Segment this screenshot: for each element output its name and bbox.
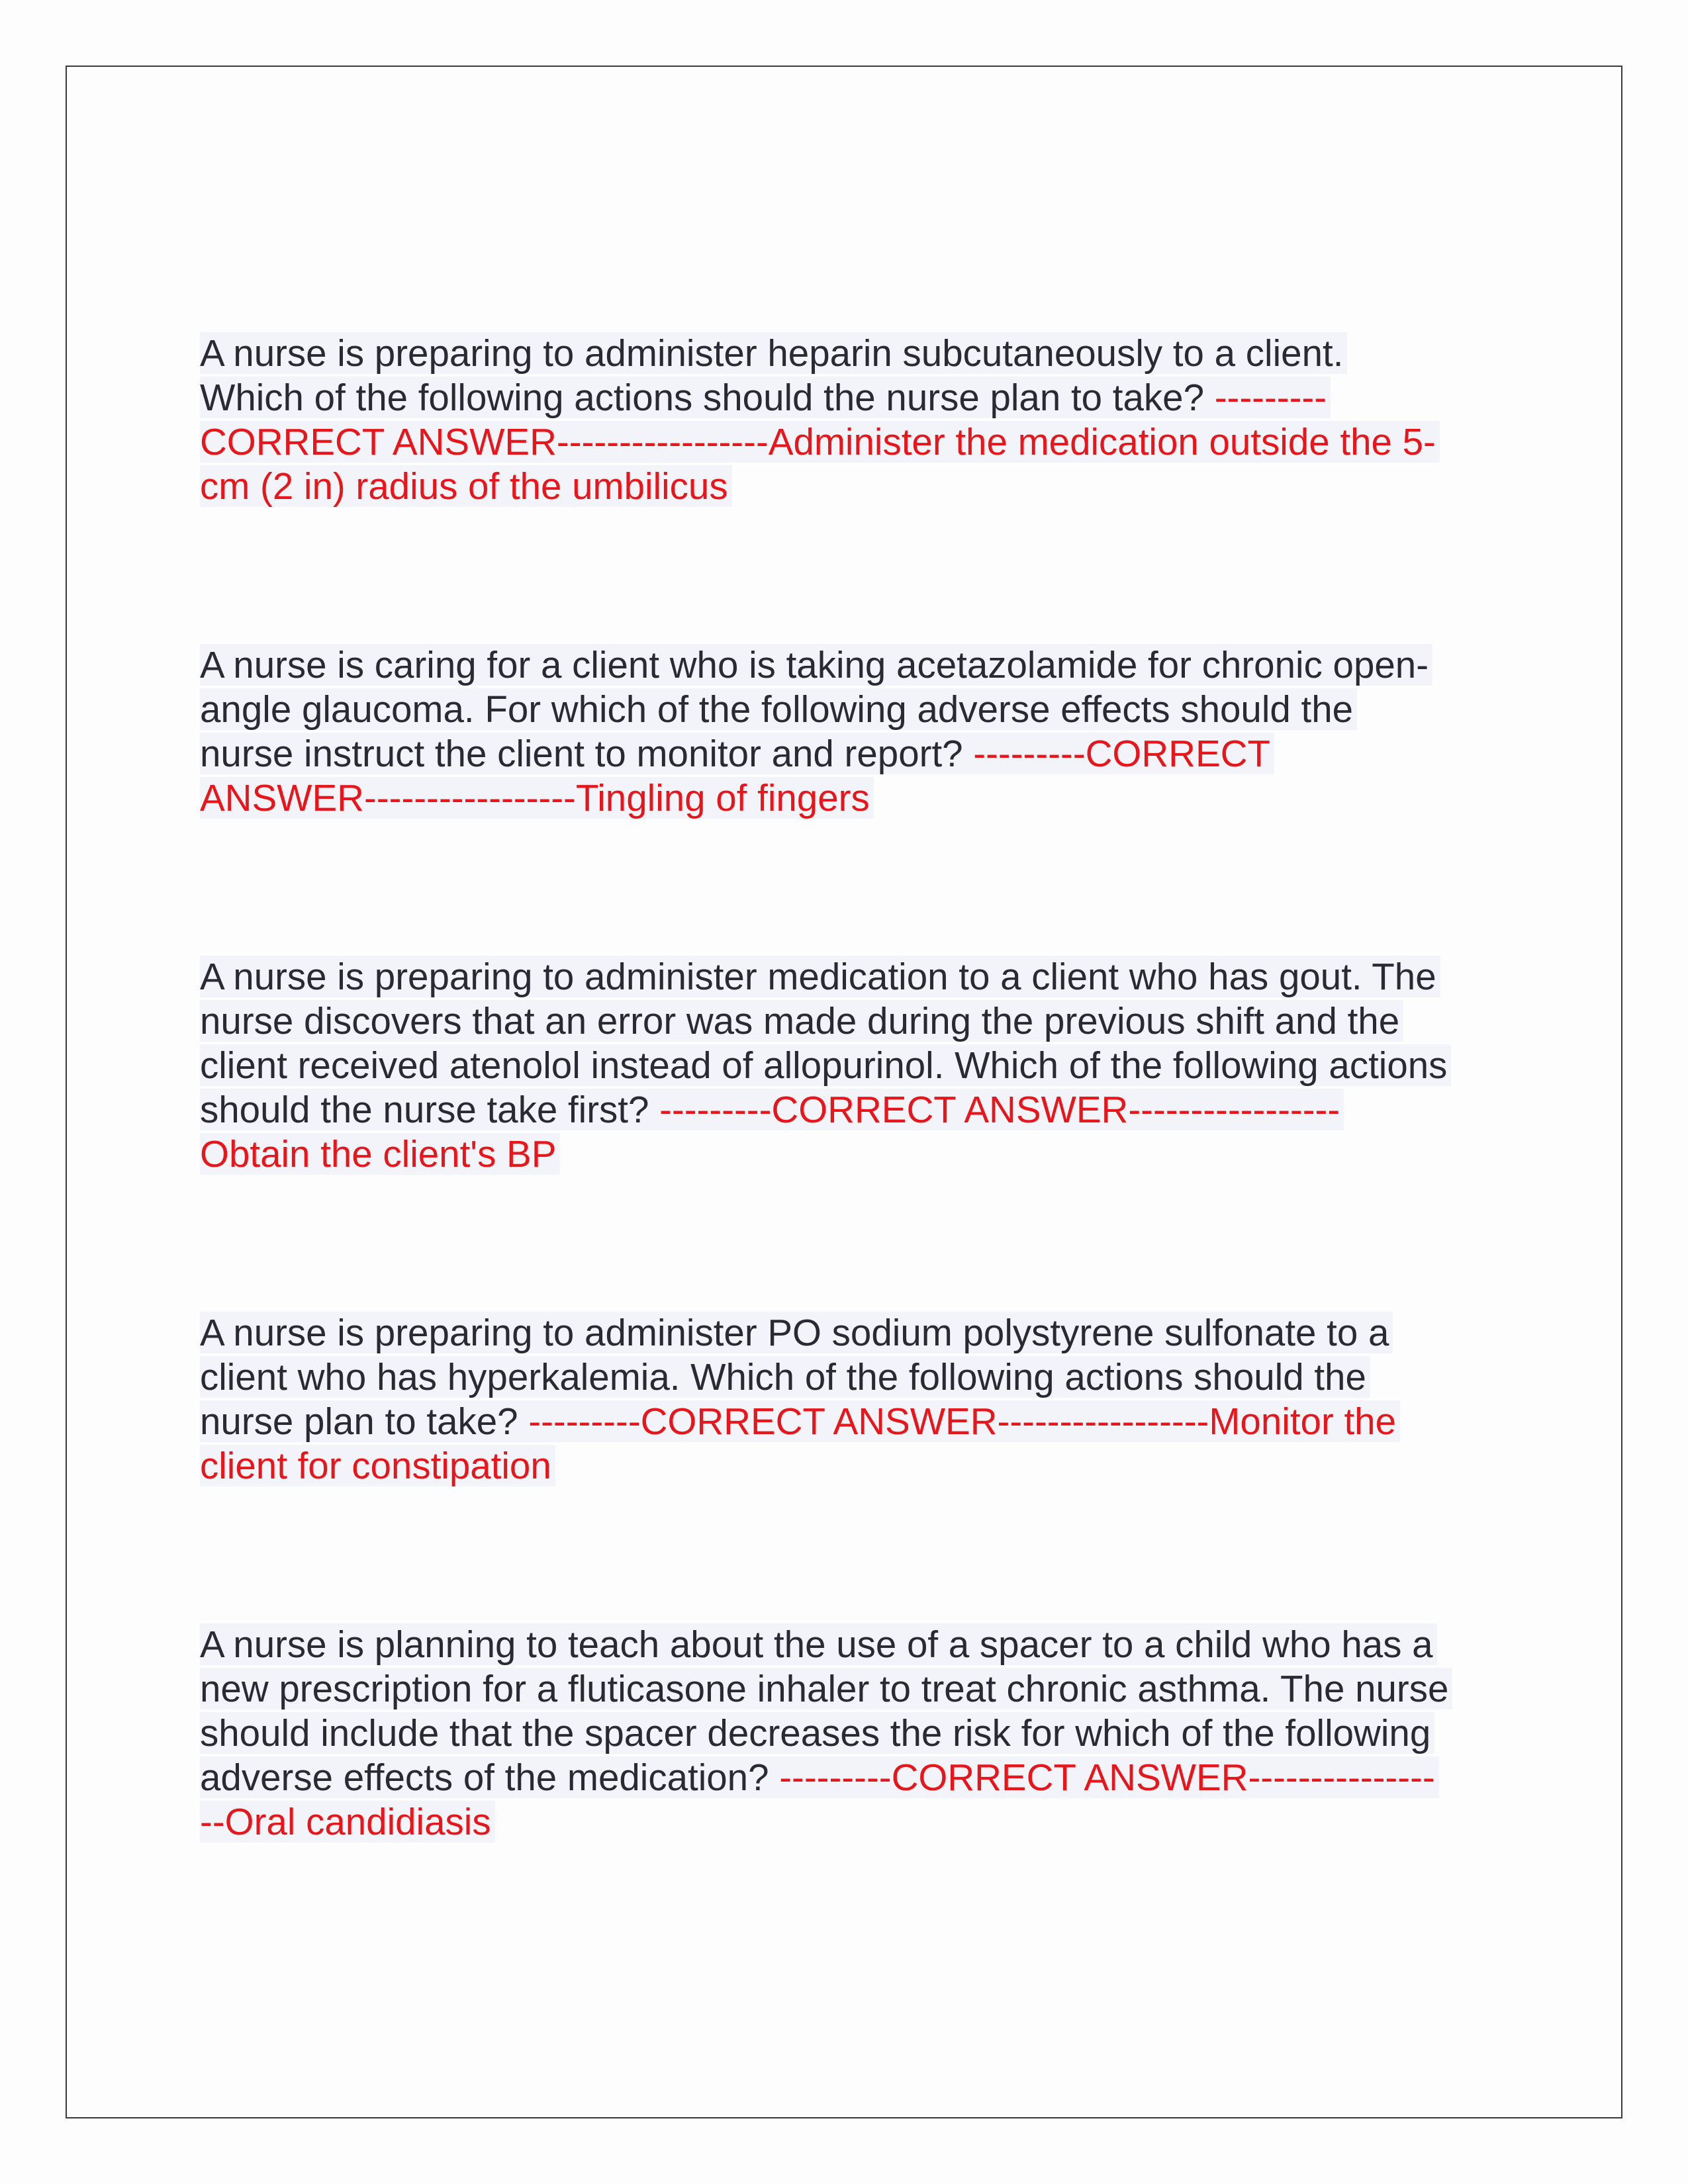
qa-block-4 [200,1310,1497,1488]
highlighted-line [200,465,732,507]
qa-line [200,1799,1497,1844]
highlighted-line [200,1133,560,1175]
answer-text: cm (2 in) radius of the umbilicus [200,465,728,507]
highlighted-line [200,777,874,819]
qa-block-1 [200,331,1497,508]
qa-line [200,1443,1497,1488]
qa-block-5 [200,1622,1497,1844]
qa-line [200,1310,1497,1355]
highlighted-line [200,1445,555,1486]
qa-line [200,776,1497,820]
highlighted-line [200,644,1432,686]
highlighted-line [200,1756,1439,1798]
answer-text: --Oral candidiasis [200,1801,491,1843]
qa-block-2 [200,643,1497,820]
answer-text: ---------CORRECT ANSWER--------------- [779,1756,1435,1798]
highlighted-line [200,377,1331,418]
answer-text: ANSWER-----------------Tingling of fingers [200,777,870,819]
question-text: nurse instruct the client to monitor and report? [200,733,974,774]
qa-line [200,1755,1497,1799]
question-text: A nurse is preparing to administer medication to a client who has gout. The [200,956,1436,997]
highlighted-line [200,1712,1434,1754]
qa-line [200,331,1497,375]
question-text: should include that the spacer decreases the risk for which of the following [200,1712,1431,1754]
question-text: client received atenolol instead of allopurinol. Which of the following actions [200,1044,1448,1086]
highlighted-line [200,688,1357,730]
question-text: A nurse is preparing to administer heparin subcutaneously to a client. [200,332,1344,374]
highlighted-line [200,421,1440,463]
question-text: Which of the following actions should the nurse plan to take? [200,377,1215,418]
highlighted-line [200,1312,1393,1353]
qa-line [200,1711,1497,1755]
qa-line [200,375,1497,420]
qa-line [200,1132,1497,1176]
question-text: client who has hyperkalemia. Which of the following actions should the [200,1356,1366,1398]
highlighted-line [200,332,1347,374]
highlighted-line [200,1000,1403,1042]
question-text: nurse plan to take? [200,1400,529,1442]
answer-text: ---------CORRECT ANSWER----------------- [659,1089,1340,1130]
qa-line [200,1399,1497,1443]
qa-line [200,999,1497,1043]
qa-line [200,954,1497,999]
question-text: A nurse is planning to teach about the use of a spacer to a child who has a [200,1623,1433,1665]
answer-text: client for constipation [200,1445,551,1486]
qa-line [200,1666,1497,1711]
qa-block-3 [200,954,1497,1176]
question-text: A nurse is caring for a client who is taking acetazolamide for chronic open- [200,644,1429,686]
qa-line [200,731,1497,776]
qa-line [200,1043,1497,1087]
answer-text: --------- [1214,377,1327,418]
answer-text: CORRECT ANSWER-----------------Administer the medication outside the 5- [200,421,1436,463]
answer-text: Obtain the client's BP [200,1133,557,1175]
highlighted-line [200,1089,1344,1130]
highlighted-line [200,733,1274,774]
qa-line [200,687,1497,731]
question-text: should the nurse take first? [200,1089,660,1130]
highlighted-line [200,1623,1437,1665]
highlighted-line [200,1400,1400,1442]
qa-line [200,643,1497,687]
question-text: adverse effects of the medication? [200,1756,780,1798]
highlighted-line [200,1668,1452,1709]
qa-line [200,464,1497,508]
question-text: A nurse is preparing to administer PO sodium polystyrene sulfonate to a [200,1312,1389,1353]
question-text: new prescription for a fluticasone inhaler to treat chronic asthma. The nurse [200,1668,1449,1709]
question-text: angle glaucoma. For which of the following adverse effects should the [200,688,1354,730]
qa-line [200,1622,1497,1666]
question-text: nurse discovers that an error was made during the previous shift and the [200,1000,1400,1042]
highlighted-line [200,1801,495,1843]
answer-text: ---------CORRECT [973,733,1270,774]
highlighted-line [200,1356,1370,1398]
answer-text: ---------CORRECT ANSWER-----------------Monitor the [528,1400,1397,1442]
highlighted-line [200,956,1440,997]
qa-line [200,1355,1497,1399]
highlighted-line [200,1044,1451,1086]
qa-line [200,1087,1497,1132]
qa-line [200,420,1497,464]
